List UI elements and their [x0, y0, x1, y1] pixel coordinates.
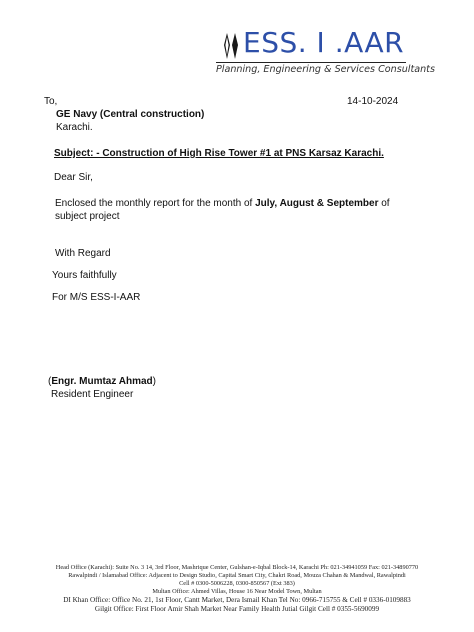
closing: Yours faithfully	[52, 270, 117, 281]
letter-subject: Subject: - Construction of High Rise Tower #1 at PNS Karsaz Karachi.	[54, 148, 384, 159]
salutation: Dear Sir,	[54, 172, 93, 183]
signatory	[48, 376, 156, 388]
footer-gilgit-office: Gilgit Office: First Floor Amir Shah Market Near Family Health Jutial Gilgit Cell # 0355-5690099	[94, 605, 380, 613]
letter-date: 14-10-2024	[347, 96, 399, 107]
brand-tagline: Planning, Engineering & Services Consultants	[216, 64, 435, 75]
to-label: To,	[44, 96, 58, 107]
letterhead-rule	[216, 62, 406, 63]
company-line: For M/S ESS-I-AAR	[52, 292, 141, 303]
footer-dikhan-office: DI Khan Office: Office No. 21, 1st Floor, Cantt Market, Dera Ismail Khan Tel No: 0966-715755 & Cell # 0336-0109883	[63, 596, 411, 604]
signatory-title: Resident Engineer	[51, 389, 134, 400]
footer-rawalpindi-office: Rawalpindi / Islamabad Office: Adjacent to Design Studio, Capital Smart City, Chakri Road, Mouza Chahan & Mandwal, Rawalpindi	[68, 572, 406, 579]
recipient-city: Karachi.	[56, 122, 93, 133]
body-intro: Enclosed the monthly report for the month of	[55, 198, 256, 209]
recipient-name: GE Navy (Central construction)	[56, 109, 205, 120]
signatory-name: Engr. Mumtaz Ahmad	[51, 376, 153, 387]
regards: With Regard	[55, 248, 111, 259]
letter-body	[55, 198, 415, 223]
signatory-open: (	[48, 376, 52, 387]
brand-name: ESS. I .AAR	[243, 26, 405, 59]
body-months: July, August & September	[255, 198, 379, 209]
footer-head-office: Head Office (Karachi): Suite No. 3 14, 3rd Floor, Mashrique Center, Gulshan-e-Iqbal Block-14, Karachi Ph: 021-34941059 Fax: 021-34890770	[55, 564, 419, 571]
footer-multan-office: Multan Office: Ahmed Villas, House 16 Near Model Town, Multan	[152, 588, 322, 595]
body-outro: of subject project	[55, 198, 390, 222]
footer-rawalpindi-cell: Cell # 0300-5006228, 0300-850567 (Ext 383)	[179, 580, 295, 587]
compass-mark-icon	[220, 31, 242, 61]
signatory-close: )	[152, 376, 156, 387]
